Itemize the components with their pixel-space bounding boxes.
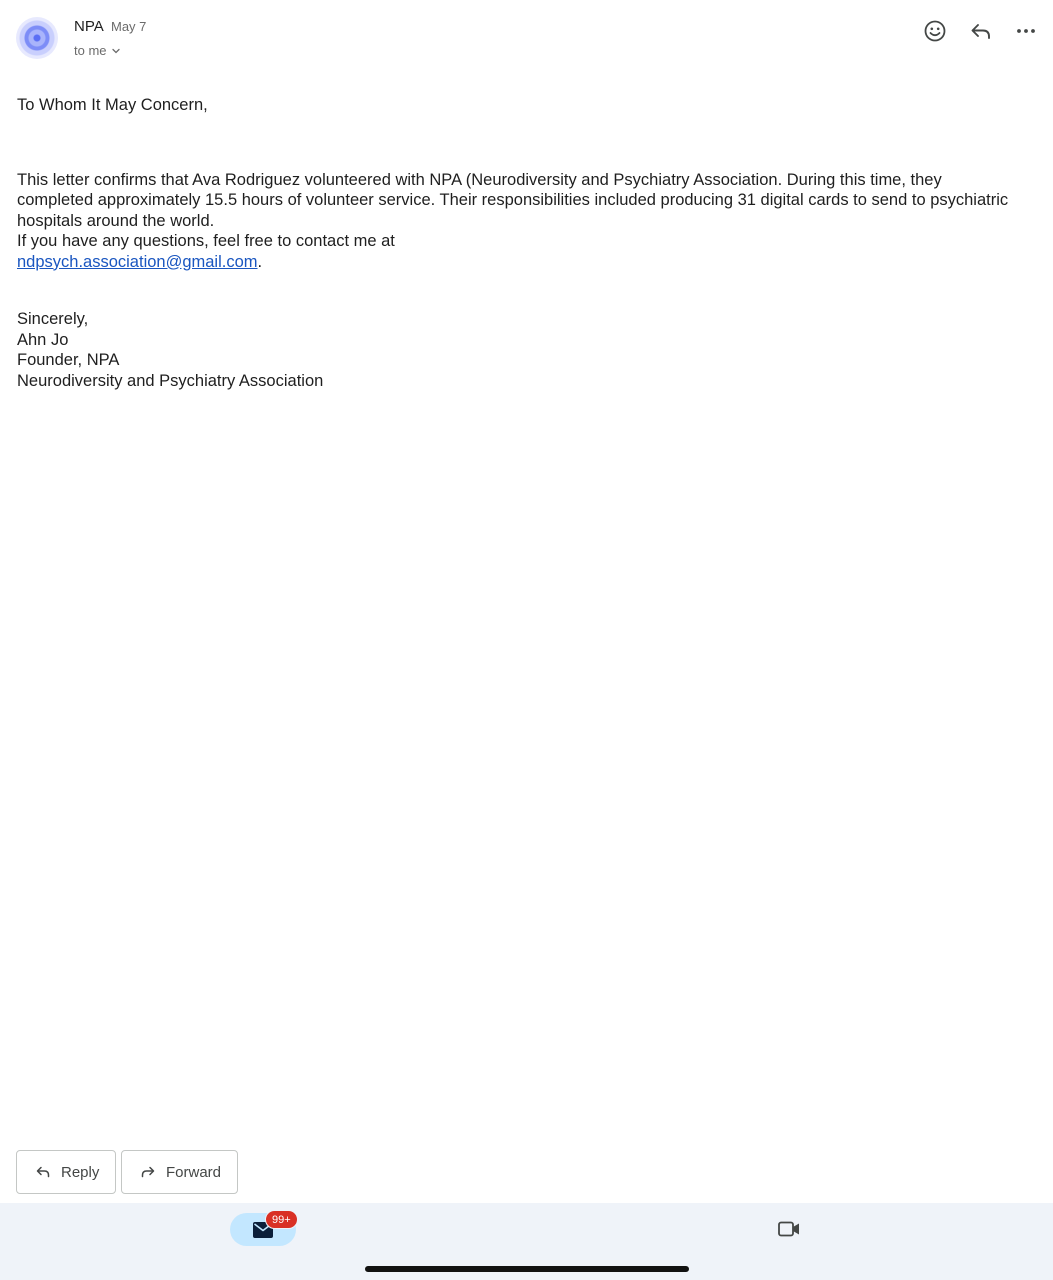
forward-button-label: Forward — [166, 1163, 222, 1181]
email-closing: Sincerely, — [17, 310, 89, 328]
email-paragraph-1: This letter confirms that Ava Rodriguez volunteered with NPA (Neurodiversity and Psychiatry Association. During this time, they completed approximately 15.5 hours of volunteer service. Their responsibilities included producing 31 digital cards to send to psychiatric hospitals around the world. — [17, 170, 1009, 230]
reply-icon — [35, 1164, 51, 1180]
forward-button[interactable] — [121, 1150, 238, 1194]
home-indicator[interactable] — [365, 1266, 689, 1272]
reply-header-button[interactable] — [966, 16, 996, 46]
email-greeting: To Whom It May Concern, — [17, 96, 208, 114]
reply-button[interactable] — [16, 1150, 116, 1194]
sender-name[interactable]: NPA — [74, 18, 104, 35]
signature-title: Founder, NPA — [17, 351, 120, 369]
email-date: May 7 — [111, 19, 147, 34]
nav-meet-tab[interactable] — [776, 1217, 802, 1241]
emoji-reaction-icon — [923, 19, 947, 43]
forward-icon — [140, 1164, 156, 1180]
contact-email-link[interactable]: ndpsych.association@gmail.com — [17, 252, 258, 271]
email-contact-line — [17, 252, 1017, 273]
reply-button-label: Reply — [61, 1163, 100, 1181]
signature-organization: Neurodiversity and Psychiatry Association — [17, 371, 324, 390]
reply-icon — [969, 19, 993, 43]
contact-email-period: . — [257, 252, 263, 271]
recipient-details-toggle[interactable] — [74, 43, 121, 58]
signature-name: Ahn Jo — [17, 330, 69, 349]
unread-count-badge: 99+ — [265, 1210, 298, 1229]
more-options-icon — [1014, 19, 1038, 43]
more-options-button[interactable] — [1011, 16, 1041, 46]
chevron-down-icon — [111, 46, 121, 56]
email-paragraph-2: If you have any questions, feel free to contact me at — [17, 232, 395, 250]
emoji-reaction-button[interactable] — [920, 16, 950, 46]
email-header — [0, 0, 1053, 80]
recipient-label: to me — [74, 43, 107, 58]
sender-avatar[interactable] — [16, 17, 58, 59]
video-camera-icon — [777, 1220, 801, 1238]
email-body — [17, 95, 1017, 391]
